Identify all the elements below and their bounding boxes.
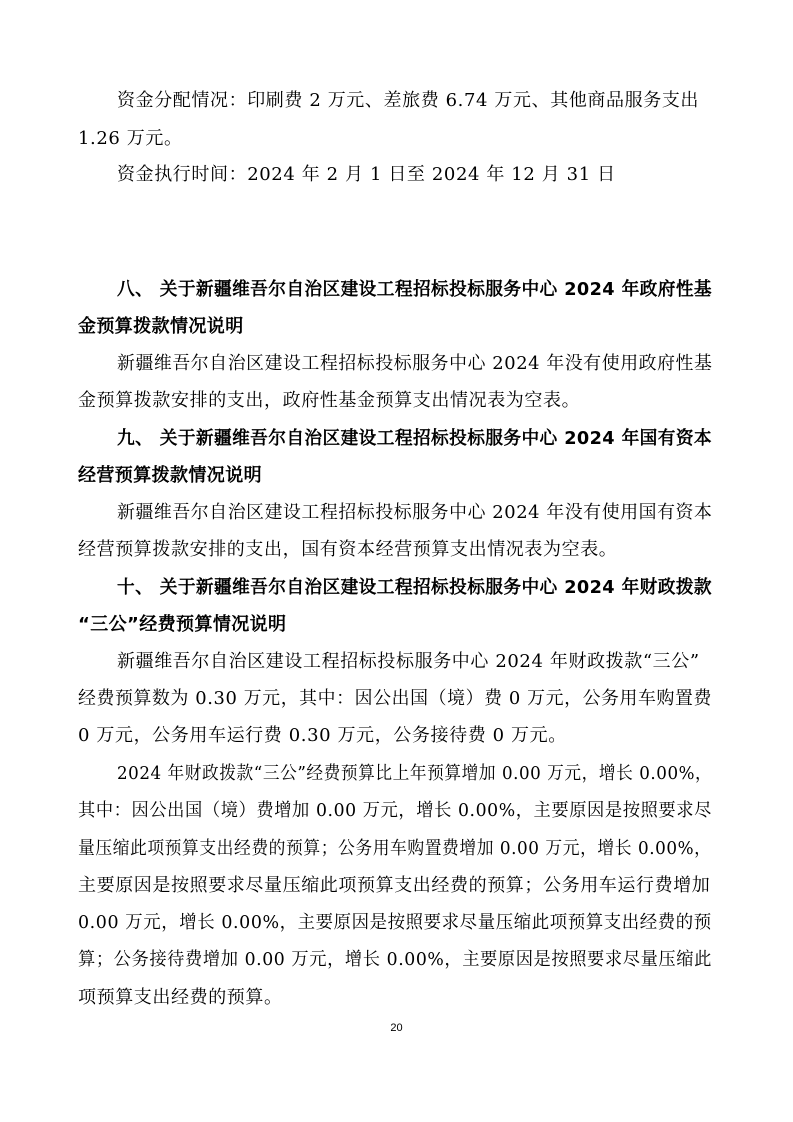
- paragraph-line: 经费预算数为 0.30 万元，其中：因公出国（境）费 0 万元，公务用车购置费: [78, 688, 713, 709]
- paragraph-line: 0 万元，公务用车运行费 0.30 万元，公务接待费 0 万元。: [78, 725, 567, 746]
- section-heading: 经营预算拨款情况说明: [78, 465, 262, 486]
- paragraph-line: 主要原因是按照要求尽量压缩此项预算支出经费的预算；公务用车运行费增加: [78, 875, 711, 896]
- paragraph-line: 经营预算拨款安排的支出，国有资本经营预算支出情况表为空表。: [78, 539, 618, 560]
- paragraph-line: 项预算支出经费的预算。: [78, 987, 283, 1008]
- paragraph-line: 金预算拨款安排的支出，政府性基金预算支出情况表为空表。: [78, 390, 581, 411]
- paragraph-line: 算；公务接待费增加 0.00 万元，增长 0.00%，主要原因是按照要求尽量压缩此: [78, 949, 712, 970]
- section-heading: 金预算拨款情况说明: [78, 316, 244, 337]
- section-heading: 九、 关于新疆维吾尔自治区建设工程招标投标服务中心 2024 年国有资本: [117, 428, 713, 449]
- section-heading: 八、 关于新疆维吾尔自治区建设工程招标投标服务中心 2024 年政府性基: [117, 279, 713, 300]
- paragraph-line: 2024 年财政拨款“三公”经费预算比上年预算增加 0.00 万元，增长 0.00%，: [117, 763, 713, 784]
- paragraph-line: 1.26 万元。: [78, 128, 183, 149]
- section-heading: “三公”经费预算情况说明: [78, 614, 287, 635]
- page-number: 20: [390, 1022, 403, 1034]
- paragraph-line: 新疆维吾尔自治区建设工程招标投标服务中心 2024 年财政拨款“三公”: [117, 651, 700, 672]
- paragraph-line: 0.00 万元，增长 0.00%，主要原因是按照要求尽量压缩此项预算支出经费的预: [78, 912, 712, 933]
- section-heading: 十、 关于新疆维吾尔自治区建设工程招标投标服务中心 2024 年财政拨款: [117, 577, 713, 598]
- paragraph-line: 资金执行时间：2024 年 2 月 1 日至 2024 年 12 月 31 日: [117, 164, 616, 185]
- paragraph-line: 量压缩此项预算支出经费的预算；公务用车购置费增加 0.00 万元，增长 0.00%，: [78, 838, 712, 859]
- paragraph-line: 其中：因公出国（境）费增加 0.00 万元，增长 0.00%，主要原因是按照要求尽: [78, 800, 712, 821]
- paragraph-line: 新疆维吾尔自治区建设工程招标投标服务中心 2024 年没有使用国有资本: [117, 502, 713, 523]
- paragraph-line: 新疆维吾尔自治区建设工程招标投标服务中心 2024 年没有使用政府性基: [117, 353, 713, 374]
- paragraph-line: 资金分配情况：印刷费 2 万元、差旅费 6.74 万元、其他商品服务支出: [117, 90, 700, 111]
